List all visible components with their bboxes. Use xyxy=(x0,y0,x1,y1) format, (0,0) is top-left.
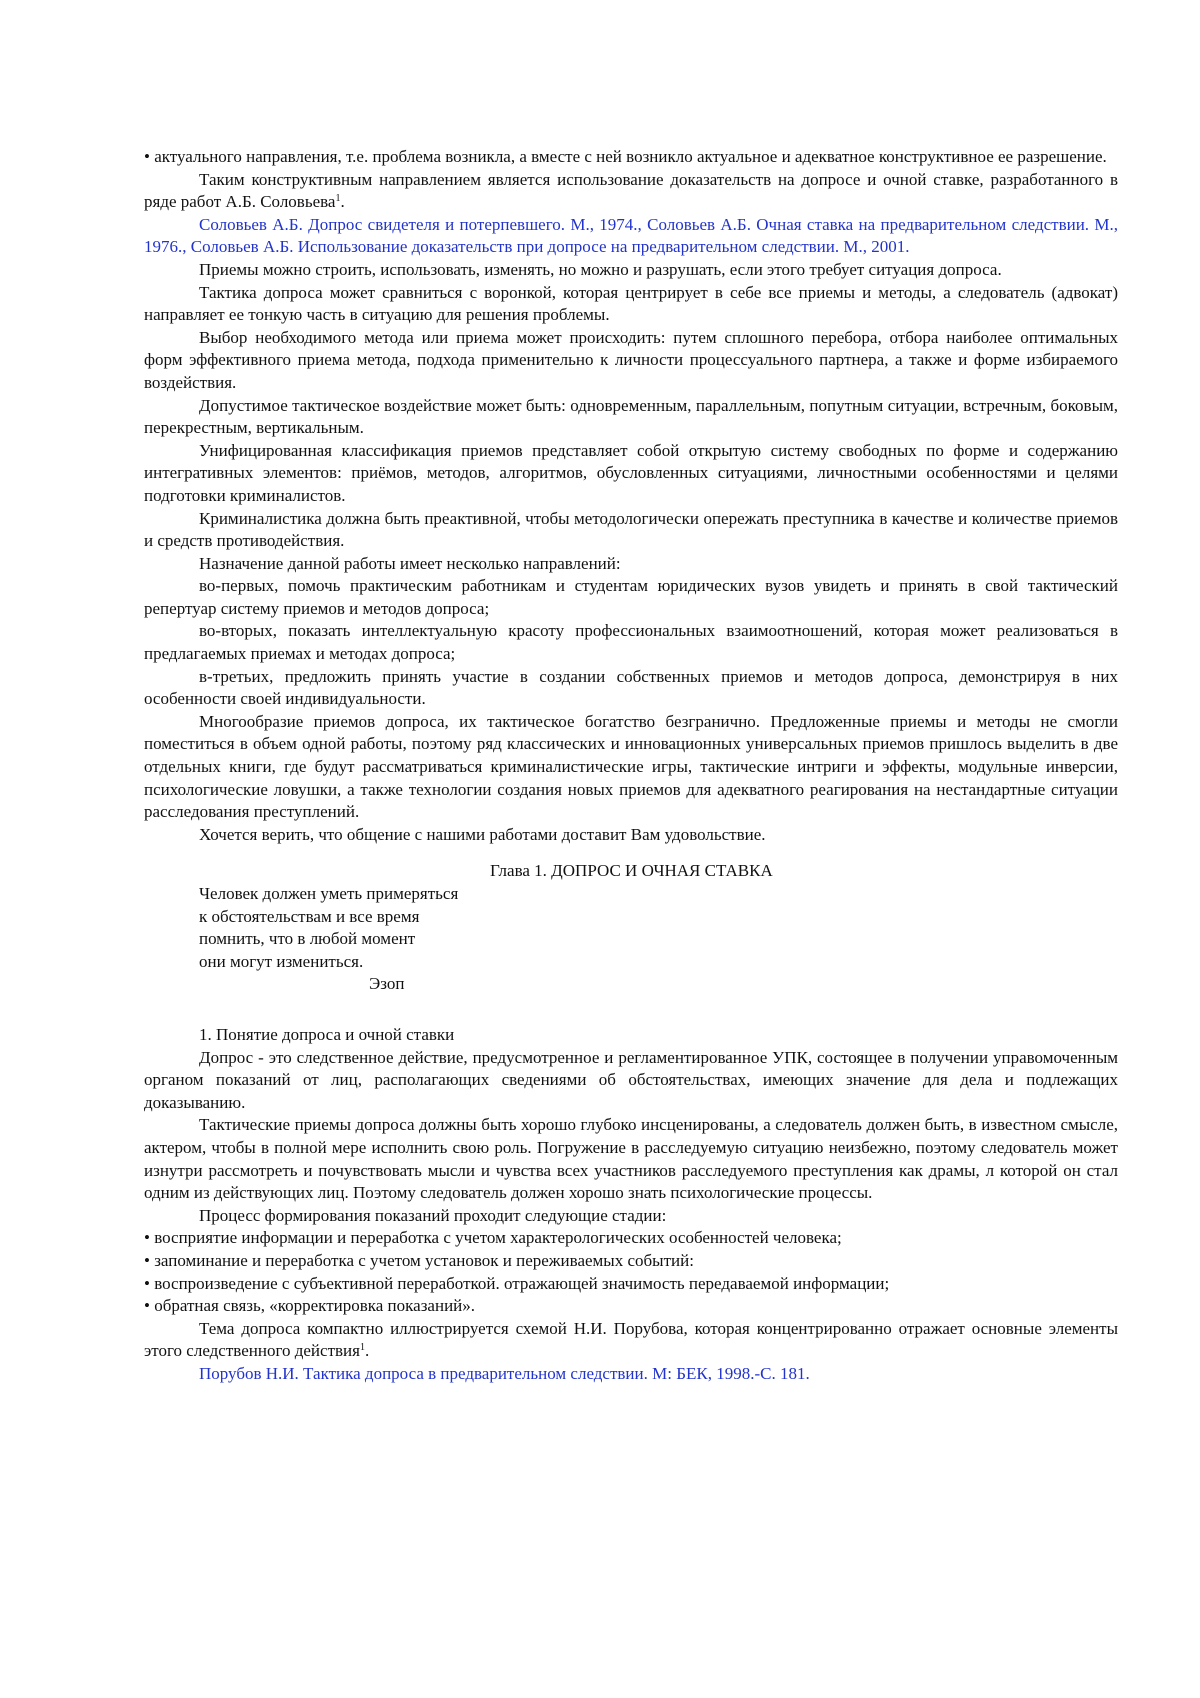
paragraph-intro-6: Выбор необходимого метода или приема может происходить: путем сплошного перебора, отбора наиболее оптимальных форм эффективного приема метода, подхода применительно к личности процессуального партнера, а также и форме избираемого воздействия. xyxy=(144,327,1118,392)
footnote-reference-2: Порубов Н.И. Тактика допроса в предварительном следствии. М: БЕК, 1998.-С. 181. xyxy=(199,1363,810,1383)
epigraph-line: помнить, что в любой момент xyxy=(199,929,416,949)
closing-paragraph-text: Тема допроса компактно иллюстрируется схемой Н.И. Порубова, которая концентрированно отражает основные элементы этого следственного действия xyxy=(144,1318,1118,1361)
epigraph-line: к обстоятельствам и все время xyxy=(199,906,420,926)
paragraph-section-3: Процесс формирования показаний проходит следующие стадии: xyxy=(199,1205,667,1225)
paragraph-intro-4: Приемы можно строить, использовать, изменять, но можно и разрушать, если этого требует ситуация допроса. xyxy=(199,259,1002,279)
paragraph-intro-2-period: . xyxy=(340,192,345,212)
paragraph-intro-12: во-вторых, показать интеллектуальную красоту профессиональных взаимоотношений, которая может реализоваться в предлагаемых приемах и методах допроса; xyxy=(144,621,1118,664)
footnote-mark: 1 xyxy=(359,1342,365,1354)
paragraph-intro-7: Допустимое тактическое воздействие может быть: одновременным, параллельным, попутным ситуации, встречным, боковым, перекрестным, вертикальным. xyxy=(144,395,1118,438)
closing-paragraph-period: . xyxy=(364,1341,370,1361)
stage-item: • воспроизведение с субъективной переработкой. отражающей значимость передаваемой информации; xyxy=(144,1273,890,1293)
document-body xyxy=(144,146,1118,1385)
paragraph-intro-2 xyxy=(144,169,1118,214)
paragraph-intro-14: Многообразие приемов допроса, их тактическое богатство безгранично. Предложенные приемы и методы не смогли поместиться в объем одной работы, поэтому ряд классических и инновационных универсальных приемов пришлось выделить в две отдельных книги, где будут рассматриваться криминалистические игры, тактические интриги и эффекты, модульные инверсии, психологические ловушки, а также технологии создания новых приемов для адекватного реагирования на нестандартные ситуации расследования преступлений. xyxy=(144,711,1118,822)
footnote-reference-1: Соловьев А.Б. Допрос свидетеля и потерпевшего. М., 1974., Соловьев А.Б. Очная ставка на предварительном следствии. М., 1976., Соловьев А.Б. Использование доказательств при допросе на предварительном следствии. М., 2001. xyxy=(144,214,1118,257)
paragraph-intro-2-text: Таким конструктивным направлением является использование доказательств на допросе и очной ставке, разработанного в ряде работ А.Б. Соловьева xyxy=(144,169,1118,212)
paragraph-intro-15: Хочется верить, что общение с нашими работами доставит Вам удовольствие. xyxy=(199,824,766,844)
closing-paragraph xyxy=(144,1318,1118,1363)
paragraph-intro-13: в-третьих, предложить принять участие в создании собственных приемов и методов допроса, демонстрируя в них особенности своей индивидуальности. xyxy=(144,666,1118,709)
paragraph-intro-8: Унифицированная классификация приемов представляет собой открытую систему свободных по форме и содержанию интегративных элементов: приёмов, методов, алгоритмов, обусловленных ситуациями, личностными особенностями и целями подготовки криминалистов. xyxy=(144,440,1118,505)
epigraph-author: Эзоп xyxy=(369,974,405,994)
footnote-mark: 1 xyxy=(335,193,341,205)
section-title: 1. Понятие допроса и очной ставки xyxy=(199,1024,455,1044)
epigraph xyxy=(144,883,1118,996)
paragraph-intro-5: Тактика допроса может сравниться с воронкой, которая центрирует в себе все приемы и методы, а следователь (адвокат) направляет ее тонкую часть в ситуацию для решения проблемы. xyxy=(144,282,1118,325)
paragraph-section-2: Тактические приемы допроса должны быть хорошо глубоко инсценированы, а следователь должен быть, в известном смысле, актером, чтобы в полной мере исполнить свою роль. Погружение в расследуемую ситуацию неизбежно, поэтому следователь может изнутри рассмотреть и почувствовать мысли и чувства всех участников расследуемого преступления как драмы, л которой он стал одним из действующих лиц. Поэтому следователь должен хорошо знать психологические процессы. xyxy=(144,1115,1118,1203)
paragraph-section-1: Допрос - это следственное действие, предусмотренное и регламентированное УПК, состоящее в получении управомоченным органом показаний от лиц, располагающих сведениями об обстоятельствах, имеющих значение для дела и подлежащих доказыванию. xyxy=(144,1047,1118,1112)
paragraph-intro-9: Криминалистика должна быть преактивной, чтобы методологически опережать преступника в качестве и количестве приемов и средств противодействия. xyxy=(144,508,1118,551)
epigraph-line: они могут измениться. xyxy=(199,951,364,971)
chapter-title: Глава 1. ДОПРОС И ОЧНАЯ СТАВКА xyxy=(490,861,773,881)
epigraph-line: Человек должен уметь примеряться xyxy=(199,884,459,903)
stage-item: • обратная связь, «корректировка показаний». xyxy=(144,1296,476,1316)
stage-item: • запоминание и переработка с учетом установок и переживаемых событий: xyxy=(144,1250,694,1270)
stage-item: • восприятие информации и переработка с учетом характерологических особенностей человека; xyxy=(144,1228,842,1248)
paragraph-intro-11: во-первых, помочь практическим работникам и студентам юридических вузов увидеть и принять в свой тактический репертуар систему приемов и методов допроса; xyxy=(144,576,1118,618)
paragraph-intro-1: • актуального направления, т.е. проблема возникла, а вместе с ней возникло актуальное и адекватное конструктивное ее разрешение. xyxy=(144,147,1107,166)
paragraph-intro-10: Назначение данной работы имеет несколько направлений: xyxy=(199,553,621,573)
